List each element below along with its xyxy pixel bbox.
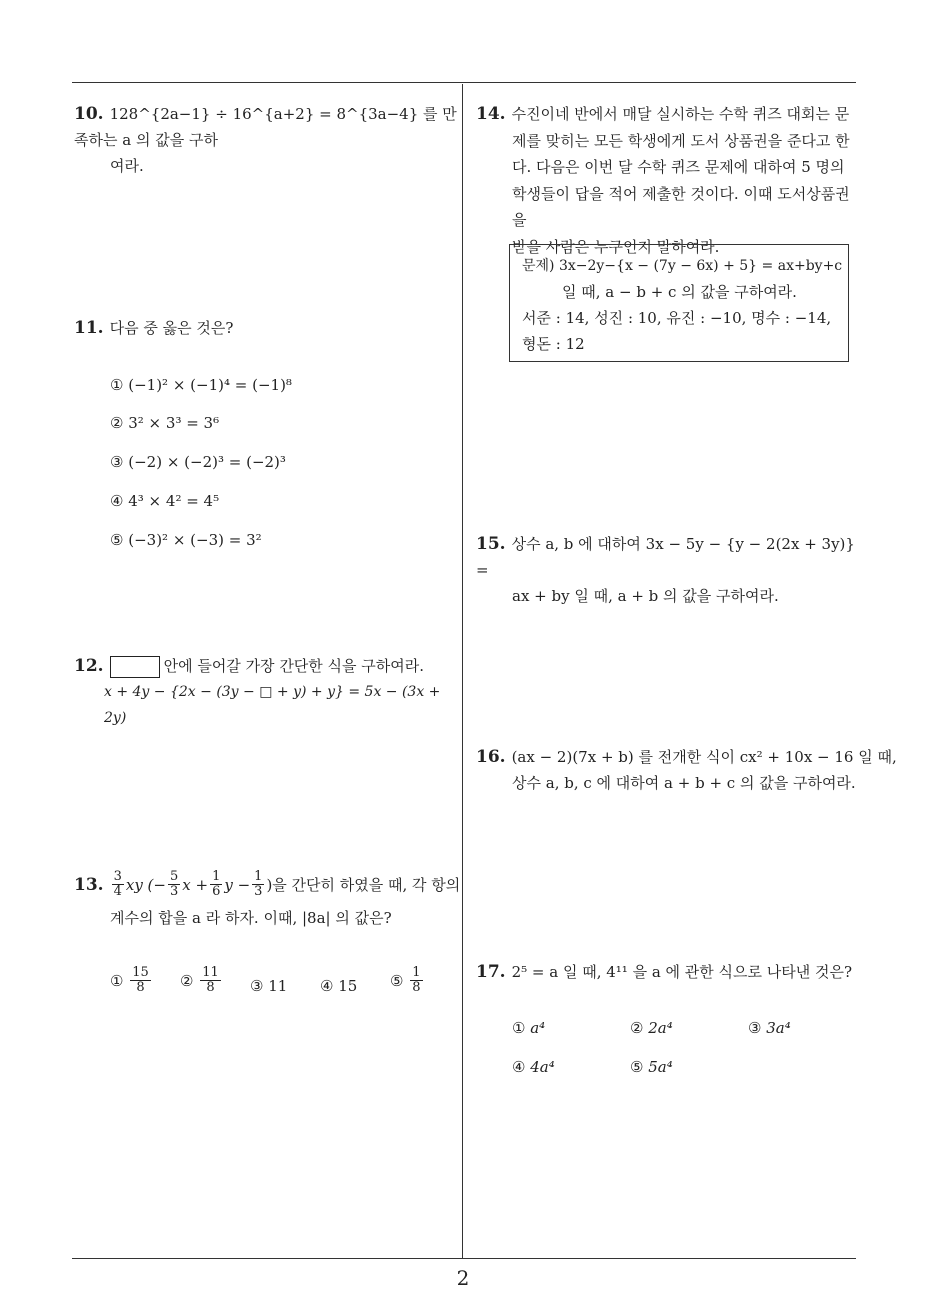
option-mark: ②	[630, 1019, 644, 1037]
question-text-cont: 학생들이 답을 적어 제출한 것이다. 이때 도서상품권을	[512, 184, 850, 229]
question-text: 128^{2a−1} ÷ 16^{a+2} = 8^{3a−4} 를 만족하는 a 의 값을 구하	[74, 105, 457, 149]
box-line: 서준 : 14, 성진 : 10, 유진 : −10, 명수 : −14,	[522, 309, 832, 327]
denominator: 3	[254, 884, 263, 899]
question-14	[476, 101, 861, 260]
expr-part: )을 간단히 하였을 때, 각 항의	[266, 875, 461, 894]
option-5[interactable]	[110, 529, 262, 551]
bottom-rule	[72, 1258, 856, 1259]
option-mark: ①	[512, 1019, 526, 1037]
box-line: 형돈 : 12	[522, 335, 585, 353]
question-text-cont: 제를 맞히는 모든 학생에게 도서 상품권을 준다고 한	[512, 131, 850, 150]
question-number: 10.	[74, 104, 104, 124]
option-text: 5a⁴	[648, 1058, 673, 1076]
expr-part: y −	[224, 875, 251, 894]
option-text: (−1)² × (−1)⁴ = (−1)⁸	[128, 376, 292, 394]
numerator: 3	[113, 869, 122, 884]
question-text-cont: 받을 사람은 누구인지 말하여라.	[512, 237, 720, 256]
option-mark: ③	[250, 977, 264, 995]
option-2[interactable]	[180, 966, 223, 995]
expr-part: x +	[182, 875, 209, 894]
fraction	[210, 870, 222, 899]
numerator: 1	[212, 869, 221, 884]
option-text: 15	[338, 977, 358, 995]
question-10	[74, 101, 459, 179]
numerator: 5	[169, 869, 179, 884]
denominator: 8	[412, 980, 421, 995]
question-number: 11.	[74, 318, 104, 338]
option-4[interactable]	[110, 490, 219, 512]
option-mark: ②	[180, 971, 194, 990]
option-5[interactable]	[390, 966, 425, 995]
equation: x + 4y − {2x − (3y − □ + y) + y} = 5x − (3x + 2y)	[104, 684, 441, 726]
denominator: 6	[212, 884, 221, 899]
option-mark: ④	[512, 1058, 526, 1076]
question-number: 13.	[74, 874, 104, 895]
option-4[interactable]	[320, 975, 357, 997]
question-text-cont: 다. 다음은 이번 달 수학 퀴즈 문제에 대하여 5 명의	[512, 158, 845, 176]
option-text: 4a⁴	[530, 1058, 555, 1076]
option-5[interactable]	[630, 1056, 673, 1078]
fraction	[410, 966, 422, 995]
question-text: 수진이네 반에서 매달 실시하는 수학 퀴즈 대회는 문	[511, 105, 850, 123]
question-number: 17.	[476, 962, 506, 982]
question-15	[476, 531, 861, 609]
option-text: (−2) × (−2)³ = (−2)³	[128, 453, 286, 471]
option-mark: ⑤	[390, 971, 404, 990]
option-mark: ①	[110, 376, 124, 394]
box-line: 일 때, a − b + c 의 값을 구하여라.	[562, 283, 797, 301]
box-line: 문제) 3x−2y−{x − (7y − 6x) + 5} = ax+by+c	[522, 258, 843, 274]
option-mark: ③	[110, 453, 124, 471]
question-text-cont: 계수의 합을 a 라 하자. 이때, |8a| 의 값은?	[110, 909, 392, 927]
option-mark: ④	[110, 492, 124, 510]
question-text-cont: 여라.	[110, 157, 144, 175]
fraction	[200, 966, 221, 995]
column-divider	[462, 84, 463, 1259]
option-1[interactable]	[110, 966, 153, 995]
option-mark: ③	[748, 1019, 762, 1037]
question-13	[74, 870, 464, 931]
fraction	[252, 870, 264, 899]
option-mark: ⑤	[630, 1058, 644, 1076]
option-text: 2a⁴	[648, 1019, 673, 1037]
top-rule	[72, 82, 856, 83]
question-text-cont: 상수 a, b, c 에 대하여 a + b + c 의 값을 구하여라.	[512, 774, 856, 792]
denominator: 4	[113, 884, 122, 899]
option-text: (−3)² × (−3) = 3²	[128, 531, 262, 549]
question-number: 15.	[476, 534, 506, 554]
question-text: 다음 중 옳은 것은?	[109, 319, 234, 337]
question-16	[476, 744, 897, 796]
numerator: 1	[254, 869, 263, 884]
numerator: 11	[202, 965, 219, 980]
question-11	[74, 315, 233, 341]
expr-part: xy (−	[125, 875, 166, 894]
question-17	[476, 959, 866, 985]
denominator: 8	[136, 980, 145, 995]
option-text: 3² × 3³ = 3⁶	[128, 414, 220, 432]
option-text: 11	[268, 977, 288, 995]
question-text: 상수 a, b 에 대하여 3x − 5y − {y − 2(2x + 3y)} =	[476, 535, 855, 579]
option-text: a⁴	[530, 1019, 546, 1037]
option-3[interactable]	[748, 1017, 791, 1039]
question-number: 12.	[74, 656, 104, 676]
fraction	[112, 870, 124, 899]
option-4[interactable]	[512, 1056, 555, 1078]
option-mark: ②	[110, 414, 124, 432]
denominator: 3	[169, 884, 179, 899]
option-mark: ⑤	[110, 531, 124, 549]
question-text: (ax − 2)(7x + b) 를 전개한 식이 cx² + 10x − 16 일 때,	[511, 748, 897, 766]
option-text: 3a⁴	[766, 1019, 791, 1037]
page-number: 2	[456, 1266, 470, 1290]
option-1[interactable]	[110, 374, 292, 396]
numerator: 15	[132, 965, 149, 980]
option-2[interactable]	[110, 412, 219, 434]
denominator: 8	[206, 980, 215, 995]
problem-box	[509, 244, 849, 362]
question-number: 16.	[476, 747, 506, 767]
question-text: 2⁵ = a 일 때, 4¹¹ 을 a 에 관한 식으로 나타낸 것은?	[511, 963, 853, 981]
option-text: 4³ × 4² = 4⁵	[128, 492, 220, 510]
option-1[interactable]	[512, 1017, 545, 1039]
question-text-cont: ax + by 일 때, a + b 의 값을 구하여라.	[512, 587, 779, 605]
fraction	[168, 870, 180, 899]
fraction	[130, 966, 151, 995]
option-mark: ①	[110, 971, 124, 990]
option-3[interactable]	[250, 975, 287, 997]
option-2[interactable]	[630, 1017, 673, 1039]
numerator: 1	[412, 965, 421, 980]
option-3[interactable]	[110, 451, 286, 473]
question-number: 14.	[476, 104, 506, 124]
question-12	[74, 653, 459, 731]
question-text: 안에 들어갈 가장 간단한 식을 구하여라.	[163, 657, 425, 675]
answer-blank-box	[110, 656, 160, 678]
option-mark: ④	[320, 977, 334, 995]
